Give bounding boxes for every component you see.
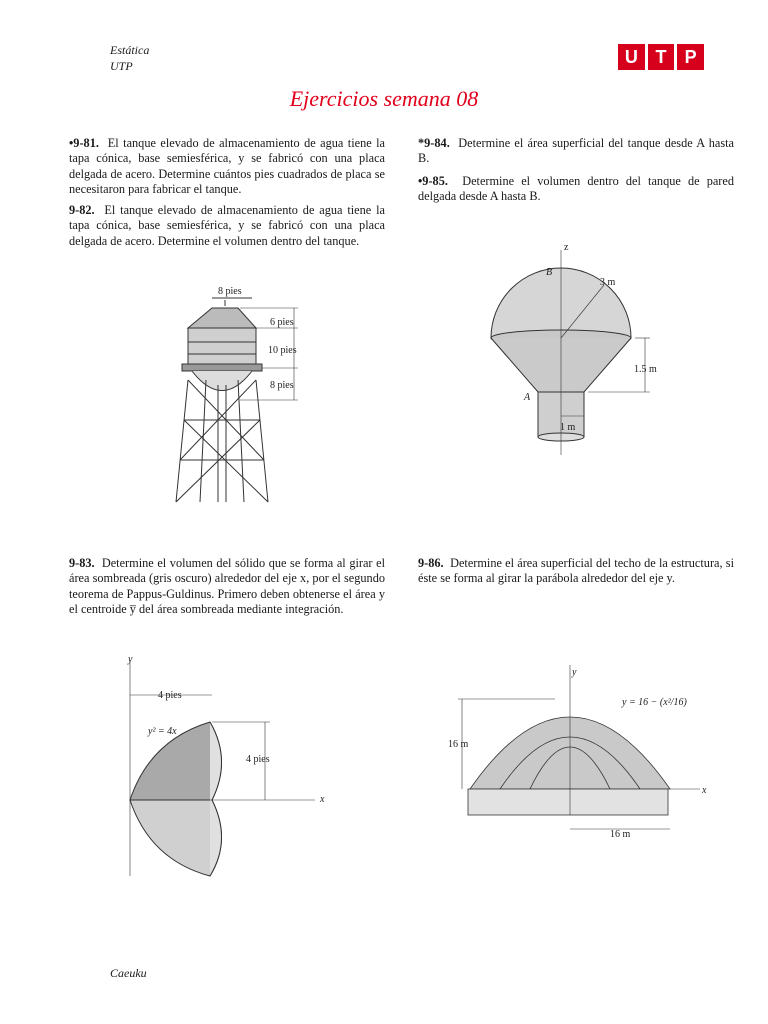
paraboloid-figure	[120, 650, 340, 880]
problem-9-81	[69, 136, 385, 198]
page-title: Ejercicios semana 08	[289, 86, 479, 111]
problem-text: Determine el volumen del sólido que se forma al girar el área sombreada (gris oscuro) alrededor del eje x, por el segundo teorema de Pappus-Guldinus. Primero deben obtenerse el área y el centroide y̅ del área sombreada mediante integración.	[69, 556, 386, 617]
problem-number: 9-83.	[69, 556, 95, 570]
dim-height: 4 pies	[246, 754, 270, 765]
problem-text: El tanque elevado de almacenamiento de agua tiene la tapa cónica, base semiesférica, y se fabricó con una placa delgada de acero. Determine el volumen dentro del tanque.	[69, 203, 385, 248]
problem-text: El tanque elevado de almacenamiento de agua tiene la tapa cónica, base semiesférica, y se fabricó con una placa delgada de acero. Determine cuántos pies cuadrados de placa se necesitaron para fabricar el tanque.	[69, 136, 385, 197]
dim-cylinder: 10 pies	[268, 345, 297, 356]
dim-top: 8 pies	[218, 286, 242, 297]
footer-text: Caeuku	[110, 966, 147, 980]
problem-number: 9-86.	[418, 556, 444, 570]
university-name: UTP	[110, 59, 133, 73]
label-x: x	[702, 785, 707, 796]
problem-number: •9-85.	[418, 174, 448, 188]
logo-letter: U	[618, 44, 645, 70]
problem-number: *9-84.	[418, 136, 450, 150]
dim-hemisphere: 8 pies	[270, 380, 294, 391]
tank-figure	[480, 240, 680, 465]
label-x: x	[320, 794, 325, 805]
problem-9-82	[69, 203, 385, 249]
dim-pipe: 1 m	[560, 422, 576, 433]
problem-9-83	[69, 556, 385, 618]
dim-height: 16 m	[448, 739, 469, 750]
label-A: A	[524, 392, 531, 403]
problem-text: Determine el área superficial del tanque desde A hasta B.	[418, 136, 734, 166]
dim-width: 4 pies	[158, 690, 182, 701]
equation: y = 16 − (x²/16)	[622, 697, 687, 708]
logo-letter: P	[677, 44, 704, 70]
dim-radius: 16 m	[610, 829, 631, 840]
dim-cone: 6 pies	[270, 317, 294, 328]
equation: y² = 4x	[148, 726, 177, 737]
water-tower-figure	[170, 280, 310, 505]
dim-height: 1.5 m	[634, 364, 657, 375]
logo-letter: T	[648, 44, 675, 70]
utp-logo	[618, 44, 704, 70]
problem-9-86	[418, 556, 734, 587]
problem-text: Determine el área superficial del techo de la estructura, si éste se forma al girar la parábola alrededor del eje y.	[418, 556, 734, 586]
problem-number: 9-82.	[69, 203, 95, 217]
course-name: Estática	[110, 43, 150, 57]
dim-radius: 3 m	[600, 277, 616, 288]
dome-figure	[440, 665, 720, 840]
problem-9-85	[418, 174, 734, 205]
label-y: y	[572, 667, 577, 678]
label-z: z	[564, 242, 569, 253]
label-B: B	[546, 267, 553, 278]
problem-text: Determine el volumen dentro del tanque de pared delgada desde A hasta B.	[418, 174, 735, 204]
label-y: y	[128, 654, 133, 665]
problem-9-84	[418, 136, 734, 167]
problem-number: •9-81.	[69, 136, 99, 150]
